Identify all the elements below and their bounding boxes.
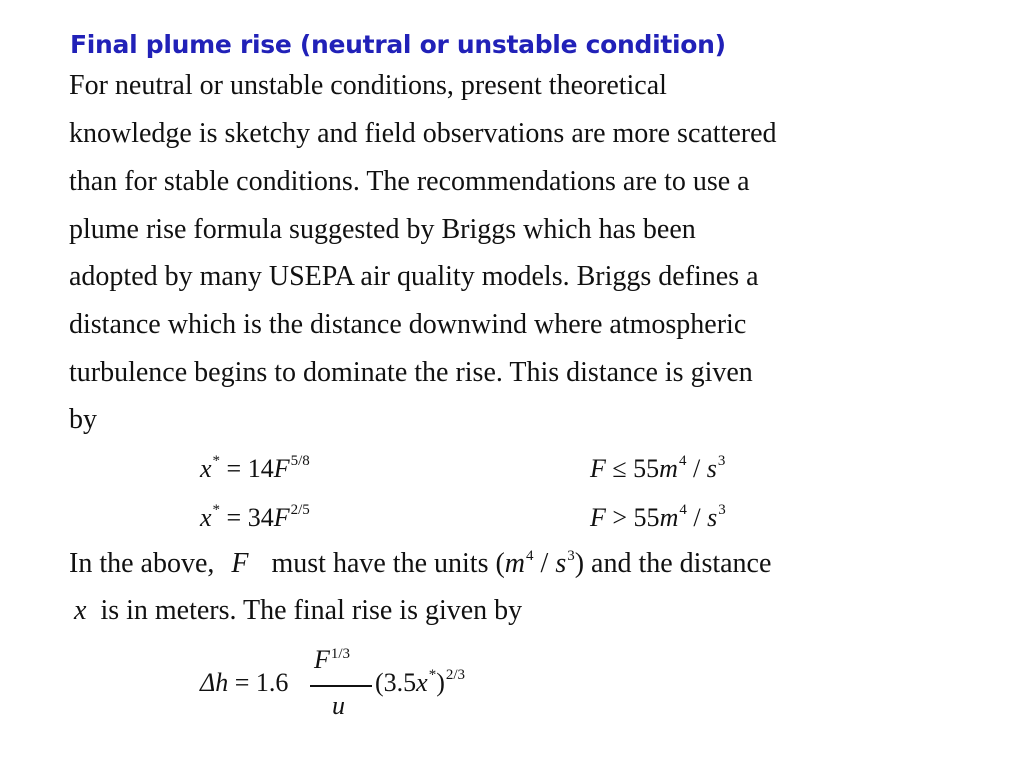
paragraph-line-6: distance which is the distance downwind where atmospheric xyxy=(69,309,747,340)
eq1-cond-m: m xyxy=(659,454,678,483)
eq2-star: * xyxy=(212,502,221,518)
units-s: s xyxy=(555,548,567,579)
eq2-condition xyxy=(590,502,726,532)
fraction-bar xyxy=(310,685,372,687)
eq1-constant: = 14 xyxy=(220,454,274,483)
units-suffix: ) and the distance xyxy=(574,548,772,579)
eq2-cond-s-exp: 3 xyxy=(718,502,726,518)
eq2-cond-m: m xyxy=(659,503,679,532)
final-exponent: 2/3 xyxy=(445,667,466,683)
eq2-f-var: F xyxy=(273,503,290,532)
final-num-f: F xyxy=(314,645,330,674)
eq1-f-var: F xyxy=(273,454,290,483)
paragraph-line-8: by xyxy=(69,404,97,435)
units-sentence xyxy=(69,550,771,578)
eq2-exponent: 2/5 xyxy=(290,502,310,518)
final-fraction-denominator: u xyxy=(332,691,345,720)
eq1-exponent: 5/8 xyxy=(290,453,310,469)
paragraph-line-4: plume rise formula suggested by Briggs which has been xyxy=(69,214,696,245)
meters-text: is in meters. The final rise is given by xyxy=(100,595,523,626)
paragraph-line-2: knowledge is sketchy and field observations are more scattered xyxy=(69,118,777,149)
units-s-exp: 3 xyxy=(567,548,575,564)
final-rise-lhs xyxy=(200,670,288,696)
paragraph-line-7: turbulence begins to dominate the rise. This distance is given xyxy=(69,357,753,388)
final-rise-rhs xyxy=(375,667,466,697)
eq1-condition xyxy=(590,453,726,483)
final-paren-open: (3.5 xyxy=(375,668,417,697)
units-m-exp: 4 xyxy=(526,548,534,564)
final-paren-close: ) xyxy=(436,668,445,697)
units-middle: must have the units ( xyxy=(271,548,505,579)
units-div: / xyxy=(533,548,556,579)
eq2-cond-f: F xyxy=(590,503,606,532)
eq1-cond-div: / xyxy=(686,454,707,483)
eq1-cond-s-exp: 3 xyxy=(717,453,726,469)
slide-title: Final plume rise (neutral or unstable condition) xyxy=(70,30,726,59)
eq1-x-var: x xyxy=(200,454,212,483)
eq1-star: * xyxy=(212,453,221,469)
meters-x-var: x xyxy=(74,595,87,626)
paragraph-line-5: adopted by many USEPA air quality models. Briggs defines a xyxy=(69,261,759,292)
final-fraction-numerator xyxy=(314,645,350,675)
eq1-cond-f: F xyxy=(590,454,606,483)
final-delta-h: Δh xyxy=(200,668,229,697)
eq1-cond-s: s xyxy=(706,454,717,483)
final-fraction xyxy=(306,645,372,725)
paragraph-line-3: than for stable conditions. The recommendations are to use a xyxy=(69,166,750,197)
eq2-constant: = 34 xyxy=(220,503,274,532)
eq2-cond-s: s xyxy=(707,503,718,532)
final-eq-const: = 1.6 xyxy=(228,668,289,697)
eq2-cond-m-exp: 4 xyxy=(679,502,687,518)
eq1-cond-op: ≤ 55 xyxy=(605,454,660,483)
final-x-var: x xyxy=(416,668,428,697)
eq2-x-var: x xyxy=(200,503,212,532)
units-prefix: In the above, xyxy=(69,548,215,579)
meters-sentence xyxy=(69,597,522,625)
equation-distance-high-f xyxy=(200,502,726,532)
units-m: m xyxy=(504,548,526,579)
units-f-var: F xyxy=(231,548,249,579)
paragraph-line-1: For neutral or unstable conditions, present theoretical xyxy=(69,70,667,101)
eq2-cond-op: > 55 xyxy=(605,503,660,532)
final-x-star: * xyxy=(428,667,437,683)
final-num-exp: 1/3 xyxy=(330,646,351,662)
eq1-cond-m-exp: 4 xyxy=(678,453,687,469)
equation-distance-low-f xyxy=(200,453,726,483)
eq2-cond-div: / xyxy=(686,503,708,532)
